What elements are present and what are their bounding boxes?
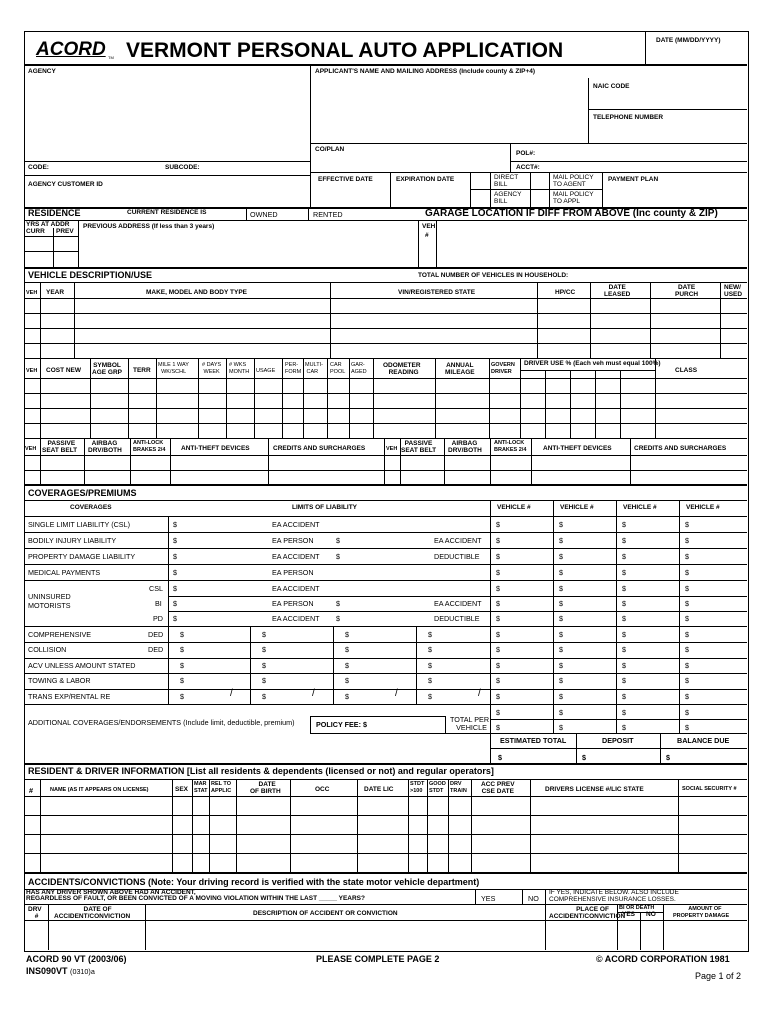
med-dollar: $: [173, 568, 177, 577]
trans-slash: /: [478, 688, 481, 699]
coplan-label: CO/PLAN: [315, 146, 345, 153]
vehicle-premium-dollar[interactable]: $: [622, 676, 626, 685]
vehicle-premium-dollar[interactable]: $: [622, 568, 626, 577]
prev-label: PREV: [56, 228, 74, 235]
deposit-label: DEPOSIT: [602, 736, 634, 745]
comp-ded-label: DED: [148, 630, 164, 639]
garage-heading: GARAGE LOCATION IF DIFF FROM ABOVE (Inc county & ZIP): [425, 208, 718, 219]
pol-label: POL#:: [516, 150, 536, 157]
vehicle-premium-dollar[interactable]: $: [559, 676, 563, 685]
vehicle-premium-dollar[interactable]: $: [685, 552, 689, 561]
new-used-col: NEW/ USED: [724, 284, 743, 298]
vehicle-premium-dollar[interactable]: $: [622, 645, 626, 654]
csl-dollar: $: [173, 520, 177, 529]
additional-label: ADDITIONAL COVERAGES/ENDORSEMENTS (Include limit, deductible, premium): [28, 718, 295, 727]
vehicle-premium-dollar[interactable]: $: [622, 692, 626, 701]
page-number: Page 1 of 2: [695, 971, 742, 981]
date-purch-col: DATE PURCH: [675, 284, 699, 298]
vehicle-premium-dollar[interactable]: $: [685, 645, 689, 654]
page-title: VERMONT PERSONAL AUTO APPLICATION: [126, 39, 564, 62]
vehicle-premium-dollar[interactable]: $: [622, 661, 626, 670]
vehicle-premium-dollar[interactable]: $: [496, 676, 500, 685]
vehicle-premium-dollar[interactable]: $: [496, 520, 500, 529]
limits-col: LIMITS OF LIABILITY: [292, 504, 357, 511]
form-code: INS090VT (0310)a: [26, 966, 95, 976]
estimated-total-dollar: $: [498, 753, 502, 762]
acc-drv-col: DRV #: [28, 906, 42, 920]
drv-acc-prev-col: ACC PREV CSE DATE: [481, 781, 515, 795]
vehicle-premium-dollar[interactable]: $: [622, 584, 626, 593]
coll-ded-label: DED: [148, 645, 164, 654]
residence-heading: RESIDENCE: [28, 208, 81, 218]
vehicle-premium-dollar[interactable]: $: [559, 661, 563, 670]
vehicle-premium-dollar[interactable]: $: [496, 568, 500, 577]
garaged-col: GAR- AGED: [351, 362, 367, 375]
terr-col: TERR: [133, 367, 151, 374]
um-pd-label: PD: [153, 614, 163, 623]
vehicle-premium-dollar[interactable]: $: [685, 692, 689, 701]
trans-slash: /: [230, 688, 233, 699]
vehicle-premium-dollar[interactable]: $: [559, 520, 563, 529]
med-ea-person: EA PERSON: [272, 568, 314, 577]
acc-date-col: DATE OF ACCIDENT/CONVICTION: [54, 906, 131, 920]
drv-stdt-col: STDT >100: [410, 781, 425, 794]
antitheft-col: ANTI-THEFT DEVICES: [181, 445, 250, 452]
vehicle-premium-dollar[interactable]: $: [496, 599, 500, 608]
accidents-heading: ACCIDENTS/CONVICTIONS (Note: Your driving record is verified with the state motor vehicle department): [28, 877, 480, 887]
drv-mar-col: MAR STAT: [194, 781, 208, 794]
deductible-dollar[interactable]: $: [262, 661, 266, 670]
vehicle-premium-dollar[interactable]: $: [496, 584, 500, 593]
acct-label: ACCT#:: [516, 164, 540, 171]
acord-logo: ACORD: [36, 39, 106, 60]
total-per-vehicle-label: TOTAL PER VEHICLE: [450, 715, 490, 732]
perform-col: PER- FORM: [285, 362, 302, 375]
coverages-heading: COVERAGES/PREMIUMS: [28, 488, 137, 498]
deductible-dollar[interactable]: $: [180, 676, 184, 685]
passive-col-2: PASSIVE SEAT BELT: [401, 440, 437, 454]
vehicle-premium-dollar[interactable]: $: [685, 568, 689, 577]
direct-bill-label: DIRECT BILL: [494, 174, 519, 188]
vehicle-premium-dollar[interactable]: $: [496, 723, 500, 732]
veh-col-3: VEH: [25, 446, 37, 452]
deductible-dollar[interactable]: $: [428, 676, 432, 685]
date-label: DATE (MM/DD/YYYY): [656, 37, 721, 44]
vehicle-premium-dollar[interactable]: $: [622, 630, 626, 639]
agency-customer-id-label: AGENCY CUSTOMER ID: [28, 181, 103, 188]
drv-name-col: NAME (AS IT APPEARS ON LICENSE): [50, 787, 149, 793]
mail-policy-appl-label: MAIL POLICY TO APPL: [553, 191, 594, 205]
drv-sex-col: SEX: [175, 786, 189, 793]
code-label: CODE:: [28, 164, 49, 171]
accidents-question-2: REGARDLESS OF FAULT, OR BEEN CONVICTED OF A MOVING VIOLATION WITHIN THE LAST _____ YEARS?: [26, 895, 365, 902]
bi-ea-accident: EA ACCIDENT: [434, 536, 482, 545]
deductible-dollar[interactable]: $: [345, 692, 349, 701]
deductible-dollar[interactable]: $: [180, 661, 184, 670]
deductible-dollar[interactable]: $: [262, 676, 266, 685]
credits-col-2: CREDITS AND SURCHARGES: [634, 445, 727, 452]
um-bi-ea-accident: EA ACCIDENT: [434, 599, 482, 608]
carpool-col: CAR POOL: [330, 362, 346, 375]
vehicle-premium-dollar[interactable]: $: [622, 520, 626, 529]
balance-due-label: BALANCE DUE: [677, 736, 730, 745]
passive-col: PASSIVE SEAT BELT: [42, 440, 78, 454]
vehicle-section-heading: VEHICLE DESCRIPTION/USE: [28, 270, 153, 280]
naic-label: NAIC CODE: [593, 83, 630, 90]
deductible-dollar[interactable]: $: [180, 630, 184, 639]
deductible-dollar[interactable]: $: [428, 692, 432, 701]
effective-date-label: EFFECTIVE DATE: [318, 176, 373, 183]
vehicle-premium-dollar[interactable]: $: [685, 599, 689, 608]
vehicle-premium-dollar[interactable]: $: [496, 614, 500, 623]
drv-rel-col: REL TO APPLIC: [211, 781, 232, 794]
vehicle-premium-dollar[interactable]: $: [685, 536, 689, 545]
acc-yes-col: YES: [622, 911, 636, 918]
comprehensive-row-label: COMPREHENSIVE: [28, 630, 92, 639]
antilock-col: ANTI-LOCK BRAKES 2/4: [133, 440, 166, 453]
deductible-dollar[interactable]: $: [428, 630, 432, 639]
vehicle-premium-dollar[interactable]: $: [622, 552, 626, 561]
vin-col: VIN/REGISTERED STATE: [398, 289, 476, 296]
pd-dollar-2: $: [336, 552, 340, 561]
pd-row-label: PROPERTY DAMAGE LIABILITY: [28, 552, 136, 561]
drv-good-col: GOOD STDT: [429, 781, 446, 794]
vehicle-premium-dollar[interactable]: $: [559, 614, 563, 623]
drv-ssn-col: SOCIAL SECURITY #: [682, 786, 737, 792]
vehicle-premium-dollar[interactable]: $: [622, 723, 626, 732]
deductible-dollar[interactable]: $: [345, 630, 349, 639]
vehicle-col-3: VEHICLE #: [623, 504, 657, 511]
acc-amount-col: AMOUNT OF PROPERTY DAMAGE: [673, 906, 730, 919]
deductible-dollar[interactable]: $: [262, 645, 266, 654]
um-pd-dollar: $: [173, 614, 177, 623]
med-row-label: MEDICAL PAYMENTS: [28, 568, 101, 577]
agency-label: AGENCY: [28, 68, 56, 75]
expiration-date-label: EXPIRATION DATE: [396, 176, 455, 183]
deductible-dollar[interactable]: $: [428, 645, 432, 654]
year-col: YEAR: [46, 289, 65, 296]
mail-policy-agent-label: MAIL POLICY TO AGENT: [553, 174, 594, 188]
vehicle-premium-dollar[interactable]: $: [685, 520, 689, 529]
vehicle-premium-dollar[interactable]: $: [685, 614, 689, 623]
veh-label: VEH: [422, 223, 436, 230]
um-csl-dollar: $: [173, 584, 177, 593]
bi-ea-person: EA PERSON: [272, 536, 314, 545]
drv-hash-col: #: [29, 786, 33, 795]
date-leased-col: DATE LEASED: [604, 284, 631, 298]
deductible-dollar[interactable]: $: [262, 630, 266, 639]
vehicle-premium-dollar[interactable]: $: [559, 536, 563, 545]
balance-due-dollar: $: [666, 753, 670, 762]
vehicle-premium-dollar[interactable]: $: [496, 645, 500, 654]
total-vehicles-label: TOTAL NUMBER OF VEHICLES IN HOUSEHOLD:: [418, 272, 569, 279]
usage-col: USAGE: [256, 368, 276, 374]
vehicle-premium-dollar[interactable]: $: [559, 599, 563, 608]
multicar-col: MULTI- CAR: [305, 362, 323, 375]
deductible-dollar[interactable]: $: [345, 676, 349, 685]
accidents-no[interactable]: NO: [528, 894, 539, 903]
trans-slash: /: [395, 688, 398, 699]
drv-occ-col: OCC: [315, 786, 330, 793]
drv-license-col: DRIVERS LICENSE #/LIC STATE: [545, 786, 644, 793]
copyright: © ACORD CORPORATION 1981: [596, 954, 730, 964]
vehicle-premium-dollar[interactable]: $: [496, 536, 500, 545]
credits-col: CREDITS AND SURCHARGES: [273, 445, 366, 452]
vehicle-premium-dollar[interactable]: $: [622, 599, 626, 608]
um-bi-dollar: $: [173, 599, 177, 608]
policy-fee-label: POLICY FEE: $: [316, 720, 367, 729]
vehicle-premium-dollar[interactable]: $: [622, 536, 626, 545]
acc-place-col: PLACE OF ACCIDENT/CONVICTION: [549, 906, 626, 920]
pd-dollar: $: [173, 552, 177, 561]
annual-col: ANNUAL MILEAGE: [445, 362, 475, 376]
uninsured-row-label: UNINSURED MOTORISTS: [28, 592, 71, 610]
towing-row-label: TOWING & LABOR: [28, 676, 91, 685]
accidents-yes[interactable]: YES: [481, 894, 496, 903]
antitheft-col-2: ANTI-THEFT DEVICES: [543, 445, 612, 452]
agency-bill-label: AGENCY BILL: [494, 191, 522, 205]
um-bi-dollar-2: $: [336, 599, 340, 608]
um-pd-ea-accident: EA ACCIDENT: [272, 614, 320, 623]
if-yes-note: IF YES, INDICATE BELOW. ALSO INCLUDE COMPREHENSIVE INSURANCE LOSSES.: [549, 889, 679, 903]
vehicle-premium-dollar[interactable]: $: [496, 661, 500, 670]
drivers-heading: RESIDENT & DRIVER INFORMATION [List all residents & dependents (licensed or not) and regular operators]: [28, 766, 494, 776]
owned-option[interactable]: OWNED: [250, 210, 278, 219]
collision-row-label: COLLISION: [28, 645, 67, 654]
deductible-dollar[interactable]: $: [180, 692, 184, 701]
vehicle-premium-dollar[interactable]: $: [559, 645, 563, 654]
vehicle-premium-dollar[interactable]: $: [496, 630, 500, 639]
hpcc-col: HP/CC: [555, 289, 576, 296]
um-csl-label: CSL: [149, 584, 163, 593]
pd-deductible: DEDUCTIBLE: [434, 552, 480, 561]
govern-col: GOVERN DRIVER: [491, 362, 515, 375]
acc-description-col: DESCRIPTION OF ACCIDENT OR CONVICTION: [253, 910, 398, 917]
veh-hash: #: [425, 232, 429, 239]
um-csl-ea-accident: EA ACCIDENT: [272, 584, 320, 593]
deposit-dollar: $: [582, 753, 586, 762]
antilock-col-2: ANTI-LOCK BRAKES 2/4: [494, 440, 527, 453]
vehicle-premium-dollar[interactable]: $: [559, 568, 563, 577]
subcode-label: SUBCODE:: [165, 164, 200, 171]
estimated-total-label: ESTIMATED TOTAL: [500, 736, 567, 745]
trans-slash: /: [312, 688, 315, 699]
make-col: MAKE, MODEL AND BODY TYPE: [146, 289, 248, 296]
vehicle-premium-dollar[interactable]: $: [622, 708, 626, 717]
vehicle-premium-dollar[interactable]: $: [685, 630, 689, 639]
bi-dollar: $: [173, 536, 177, 545]
airbag-col: AIRBAG DRV/BOTH: [88, 440, 122, 454]
deductible-dollar[interactable]: $: [345, 645, 349, 654]
vehicle-premium-dollar[interactable]: $: [496, 552, 500, 561]
deductible-dollar[interactable]: $: [345, 661, 349, 670]
symbol-col: SYMBOL AGE GRP: [92, 362, 122, 376]
vehicle-col-4: VEHICLE #: [686, 504, 720, 511]
vehicle-premium-dollar[interactable]: $: [685, 676, 689, 685]
acv-row-label: ACV UNLESS AMOUNT STATED: [28, 661, 136, 670]
um-bi-ea-person: EA PERSON: [272, 599, 314, 608]
vehicle-premium-dollar[interactable]: $: [685, 584, 689, 593]
veh-col-2: VEH: [26, 368, 38, 374]
rented-option[interactable]: RENTED: [313, 210, 343, 219]
please-complete: PLEASE COMPLETE PAGE 2: [316, 954, 440, 964]
vehicle-col-2: VEHICLE #: [560, 504, 594, 511]
trademark: TM: [108, 55, 114, 60]
previous-address-label: PREVIOUS ADDRESS (If less than 3 years): [83, 223, 215, 230]
csl-ea-accident: EA ACCIDENT: [272, 520, 320, 529]
vehicle-premium-dollar[interactable]: $: [496, 692, 500, 701]
vehicle-premium-dollar[interactable]: $: [559, 630, 563, 639]
vehicle-col-1: VEHICLE #: [497, 504, 531, 511]
driver-use-col: DRIVER USE % (Each veh must equal 100%): [524, 360, 661, 367]
bi-dollar-2: $: [336, 536, 340, 545]
current-residence-label: CURRENT RESIDENCE IS: [127, 209, 207, 216]
vehicle-premium-dollar[interactable]: $: [685, 661, 689, 670]
drv-train-col: DRV TRAIN: [450, 781, 467, 794]
csl-row-label: SINGLE LIMIT LIABILITY (CSL): [28, 520, 130, 529]
deductible-dollar[interactable]: $: [262, 692, 266, 701]
cost-new-col: COST NEW: [46, 367, 82, 374]
vehicle-premium-dollar[interactable]: $: [496, 708, 500, 717]
telephone-label: TELEPHONE NUMBER: [593, 114, 664, 121]
vehicle-premium-dollar[interactable]: $: [622, 614, 626, 623]
curr-label: CURR: [26, 228, 45, 235]
vehicle-premium-dollar[interactable]: $: [559, 552, 563, 561]
form-number: ACORD 90 VT (2003/06): [26, 954, 127, 964]
vehicle-premium-dollar[interactable]: $: [685, 723, 689, 732]
yrs-at-addr-label: YRS AT ADDR: [26, 221, 70, 228]
vehicle-premium-dollar[interactable]: $: [685, 708, 689, 717]
acc-bi-death-col: BI OR DEATH: [619, 905, 655, 911]
vehicle-premium-dollar[interactable]: $: [559, 723, 563, 732]
coverages-col: COVERAGES: [70, 504, 112, 511]
applicant-label: APPLICANT'S NAME AND MAILING ADDRESS (Include county & ZIP+4): [315, 68, 536, 75]
pd-ea-accident: EA ACCIDENT: [272, 552, 320, 561]
days-col: # DAYS WEEK: [202, 362, 222, 375]
acc-no-col: NO: [646, 911, 656, 918]
veh-col-4: VEH: [386, 446, 398, 452]
deductible-dollar[interactable]: $: [180, 645, 184, 654]
vehicle-premium-dollar[interactable]: $: [559, 584, 563, 593]
drv-dob-col: DATE OF BIRTH: [250, 781, 281, 795]
um-pd-deductible: DEDUCTIBLE: [434, 614, 480, 623]
um-pd-dollar-2: $: [336, 614, 340, 623]
veh-col: VEH: [26, 290, 38, 296]
deductible-dollar[interactable]: $: [428, 661, 432, 670]
class-col: CLASS: [675, 367, 698, 374]
bi-row-label: BODILY INJURY LIABILITY: [28, 536, 117, 545]
um-bi-label: BI: [155, 599, 162, 608]
drv-date-lic-col: DATE LIC: [364, 786, 394, 793]
trans-row-label: TRANS EXP/RENTAL RE: [28, 692, 111, 701]
accidents-question-1: HAS ANY DRIVER SHOWN ABOVE HAD AN ACCIDENT,: [26, 889, 196, 896]
payment-plan-label: PAYMENT PLAN: [608, 176, 659, 183]
odometer-col: ODOMETER READING: [383, 362, 421, 376]
airbag-col-2: AIRBAG DRV/BOTH: [448, 440, 482, 454]
mile-col: MILE 1 WAY WK/SCHL: [158, 362, 189, 375]
vehicle-premium-dollar[interactable]: $: [559, 692, 563, 701]
vehicle-premium-dollar[interactable]: $: [559, 708, 563, 717]
wks-col: # WKS MONTH: [229, 362, 250, 375]
